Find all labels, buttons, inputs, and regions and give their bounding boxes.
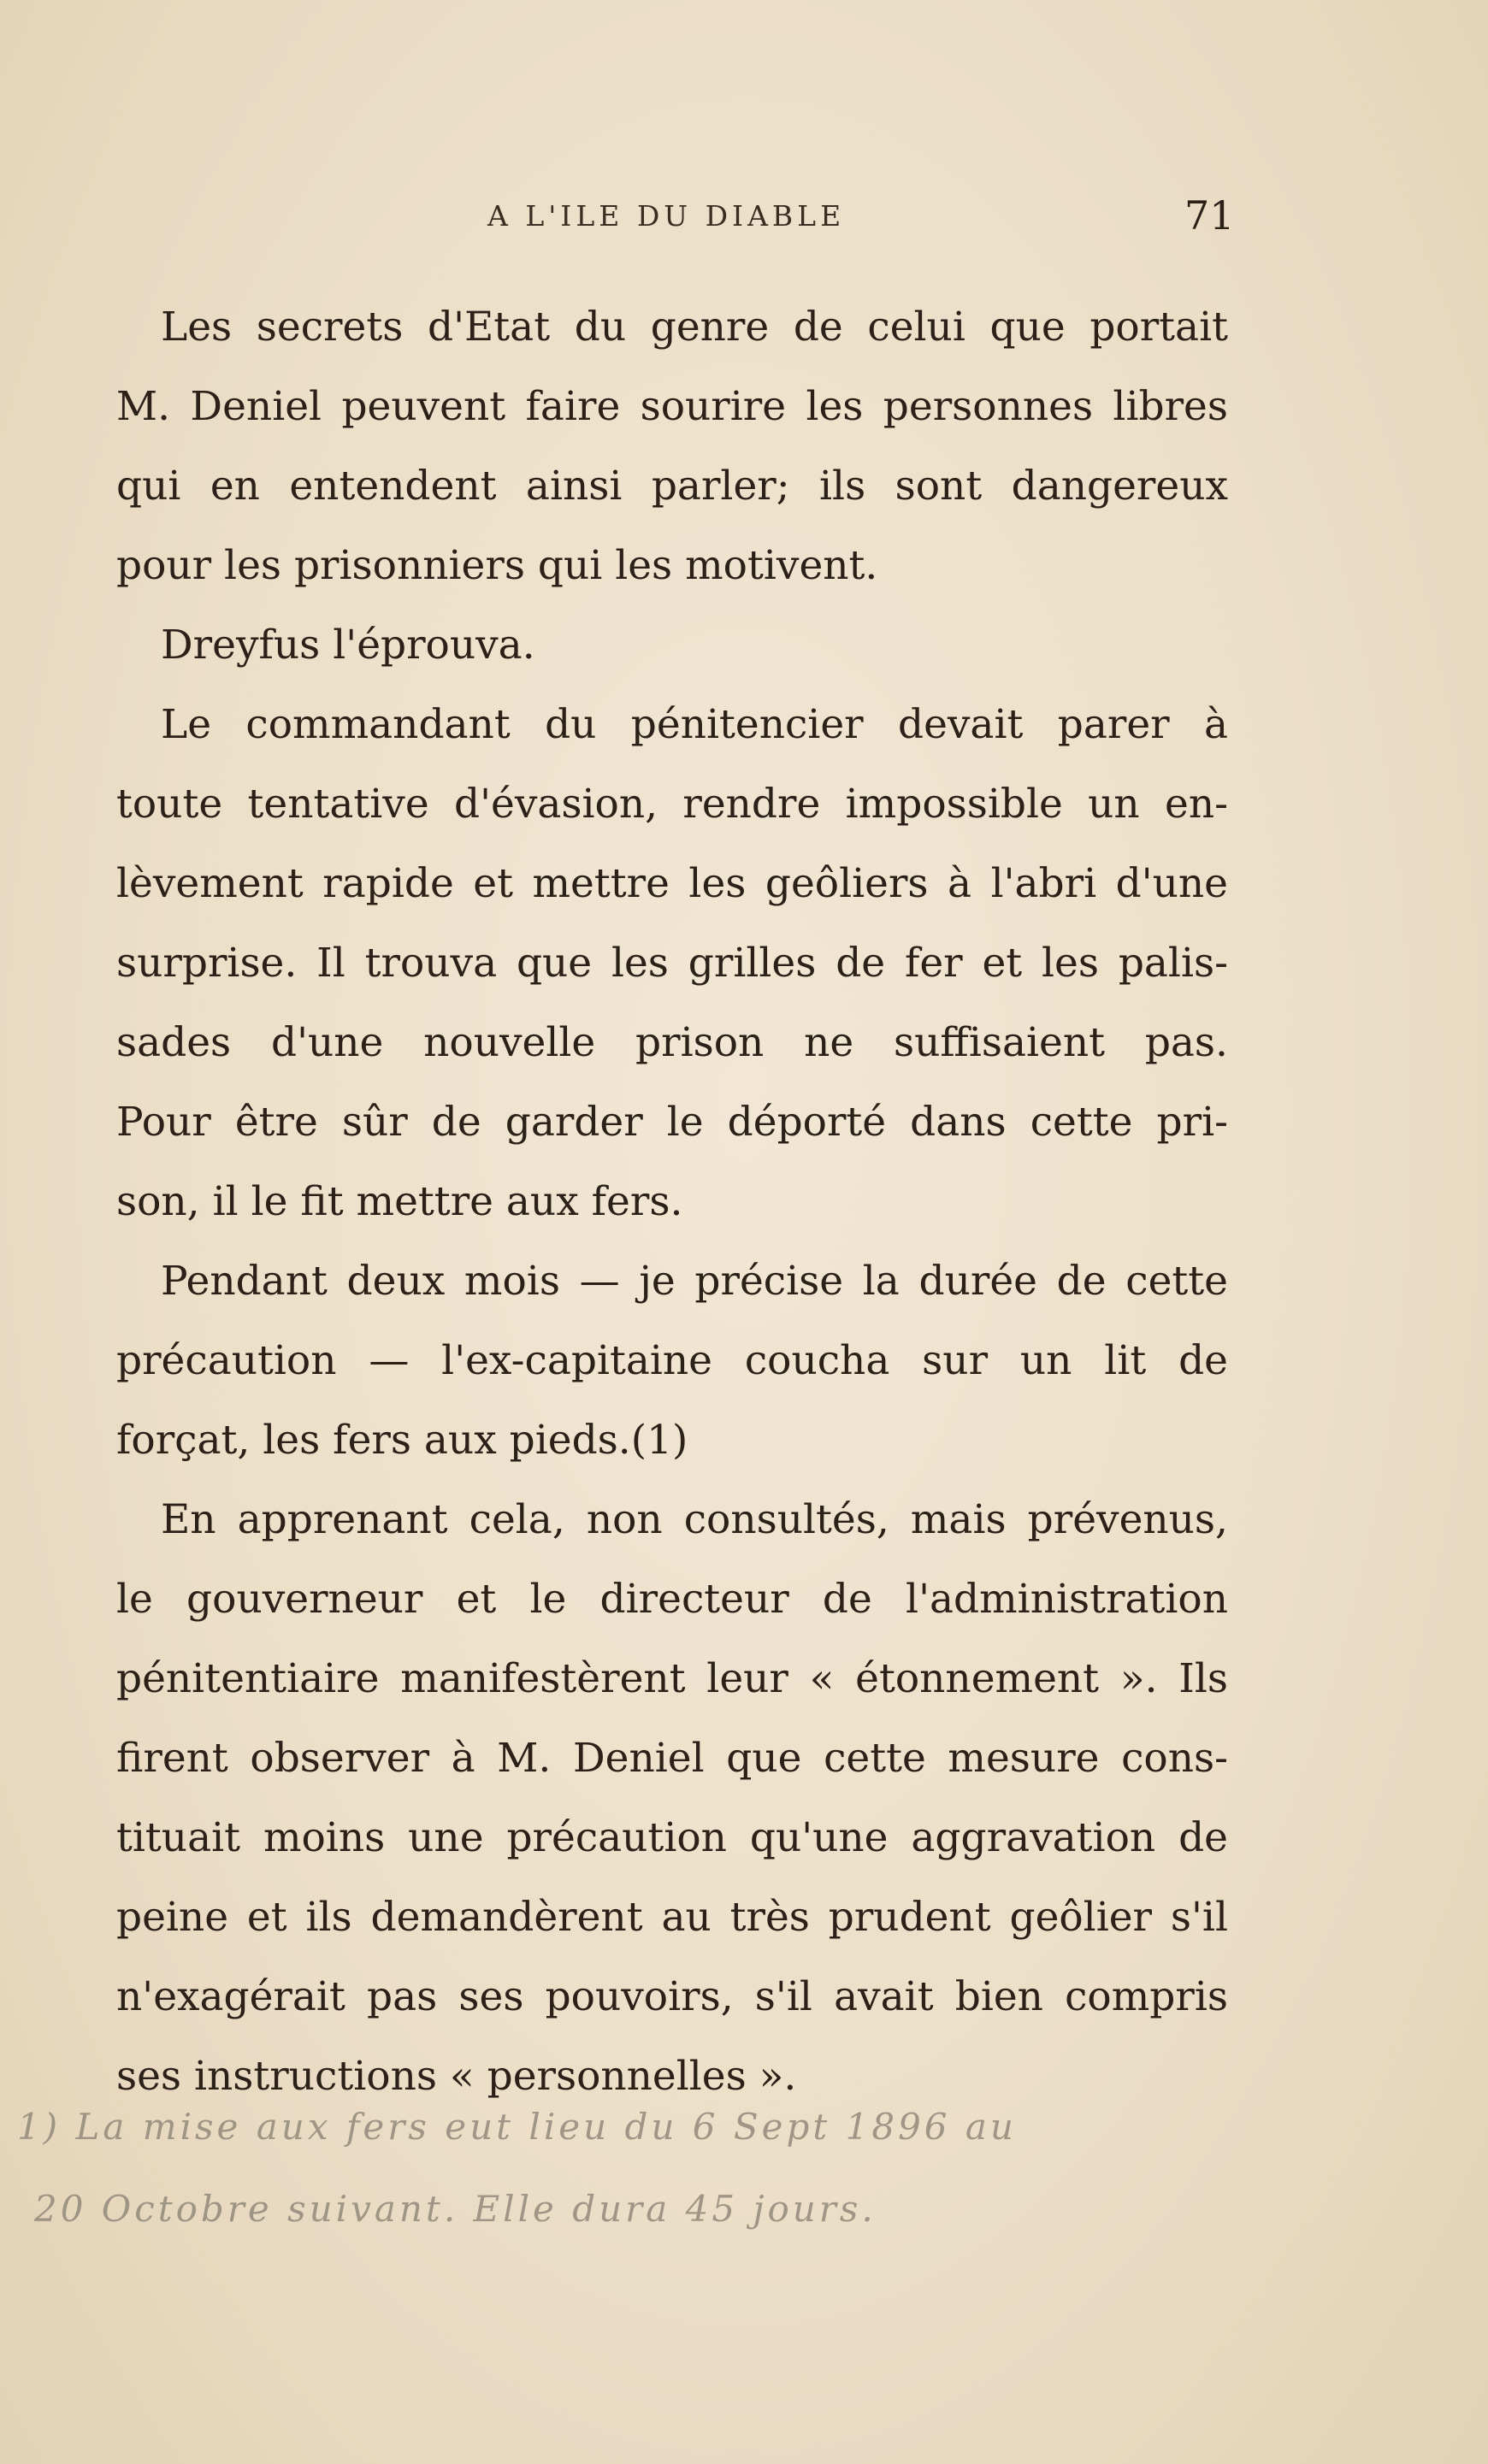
text-line: Les secrets d'Etat du genre de celui que portait bbox=[161, 304, 1228, 351]
text-line: Le commandant du pénitencier devait parer à bbox=[161, 701, 1228, 748]
text-line: M. Deniel peuvent faire sourire les personnes libres bbox=[116, 383, 1228, 430]
text-line: précaution — l'ex-capitaine coucha sur un lit de bbox=[116, 1337, 1228, 1384]
text-line: pénitentiaire manifestèrent leur « étonnement ». Ils bbox=[116, 1655, 1228, 1702]
handwritten-footnote bbox=[17, 2086, 1471, 2250]
text-line: pour les prisonniers qui les motivent. bbox=[116, 542, 878, 589]
text-line: ses instructions « personnelles ». bbox=[116, 2053, 797, 2100]
text-line: tituait moins une précaution qu'une aggravation de bbox=[116, 1814, 1228, 1861]
running-head: A L'ILE DU DIABLE bbox=[487, 199, 846, 233]
text-line: son, il le fit mettre aux fers. bbox=[116, 1178, 683, 1225]
text-line: n'exagérait pas ses pouvoirs, s'il avait bien compris bbox=[116, 1973, 1228, 2020]
page-header bbox=[0, 192, 1488, 244]
text-line: lèvement rapide et mettre les geôliers à l'abri d'une bbox=[116, 860, 1228, 907]
text-line: En apprenant cela, non consultés, mais prévenus, bbox=[161, 1496, 1228, 1543]
text-line: Dreyfus l'éprouva. bbox=[161, 622, 535, 669]
text-line: le gouverneur et le directeur de l'administration bbox=[116, 1576, 1228, 1623]
text-line: surprise. Il trouva que les grilles de fer et les palis- bbox=[116, 940, 1228, 987]
text-line: Pendant deux mois — je précise la durée de cette bbox=[161, 1258, 1228, 1305]
text-line: sades d'une nouvelle prison ne suffisaient pas. bbox=[116, 1019, 1228, 1066]
text-line: Pour être sûr de garder le déporté dans cette pri- bbox=[116, 1099, 1228, 1146]
text-line: firent observer à M. Deniel que cette mesure cons- bbox=[116, 1735, 1228, 1782]
text-line: forçat, les fers aux pieds.(1) bbox=[116, 1417, 688, 1464]
body-text bbox=[116, 287, 1228, 2116]
text-line: peine et ils demandèrent au très prudent geôlier s'il bbox=[116, 1894, 1228, 1941]
page-number: 71 bbox=[1184, 192, 1235, 239]
text-line: toute tentative d'évasion, rendre impossible un en- bbox=[116, 781, 1228, 828]
footnote-line: 1) La mise aux fers eut lieu du 6 Sept 1896 au bbox=[17, 2106, 1017, 2148]
footnote-line: 20 Octobre suivant. Elle dura 45 jours. bbox=[34, 2188, 877, 2230]
text-line: qui en entendent ainsi parler; ils sont dangereux bbox=[116, 463, 1228, 510]
